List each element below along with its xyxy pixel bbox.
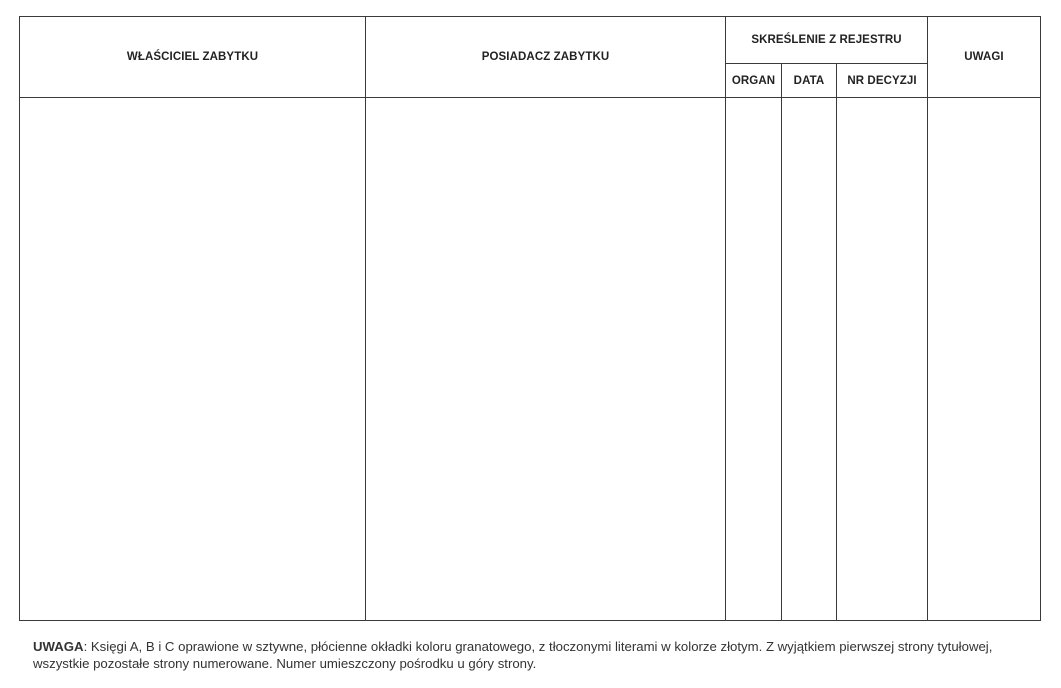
date-cell: [782, 98, 837, 621]
header-holder: POSIADACZ ZABYTKU: [366, 17, 726, 98]
header-remarks: UWAGI: [928, 17, 1041, 98]
header-organ: ORGAN: [726, 64, 782, 98]
register-table: [19, 16, 1041, 621]
footnote-text: : Księgi A, B i C oprawione w sztywne, płócienne okładki koloru granatowego, z tłoczonymi literami w kolorze złotym. Z wyjątkiem pierwszej strony tytułowej, wszystkie pozostałe strony numerowane. Numer umieszczony pośrodku u góry strony.: [33, 639, 993, 671]
header-decision-number: NR DECYZJI: [837, 64, 928, 98]
table-body-row: [20, 98, 1041, 621]
header-date: DATA: [782, 64, 837, 98]
decision-number-cell: [837, 98, 928, 621]
holder-cell: [366, 98, 726, 621]
header-removal-from-register: SKREŚLENIE Z REJESTRU: [726, 17, 928, 64]
footnote: [33, 638, 1023, 672]
header-owner: WŁAŚCICIEL ZABYTKU: [20, 17, 366, 98]
footnote-label: UWAGA: [33, 639, 84, 654]
remarks-cell: [928, 98, 1041, 621]
organ-cell: [726, 98, 782, 621]
owner-cell: [20, 98, 366, 621]
header-row: [20, 17, 1041, 64]
